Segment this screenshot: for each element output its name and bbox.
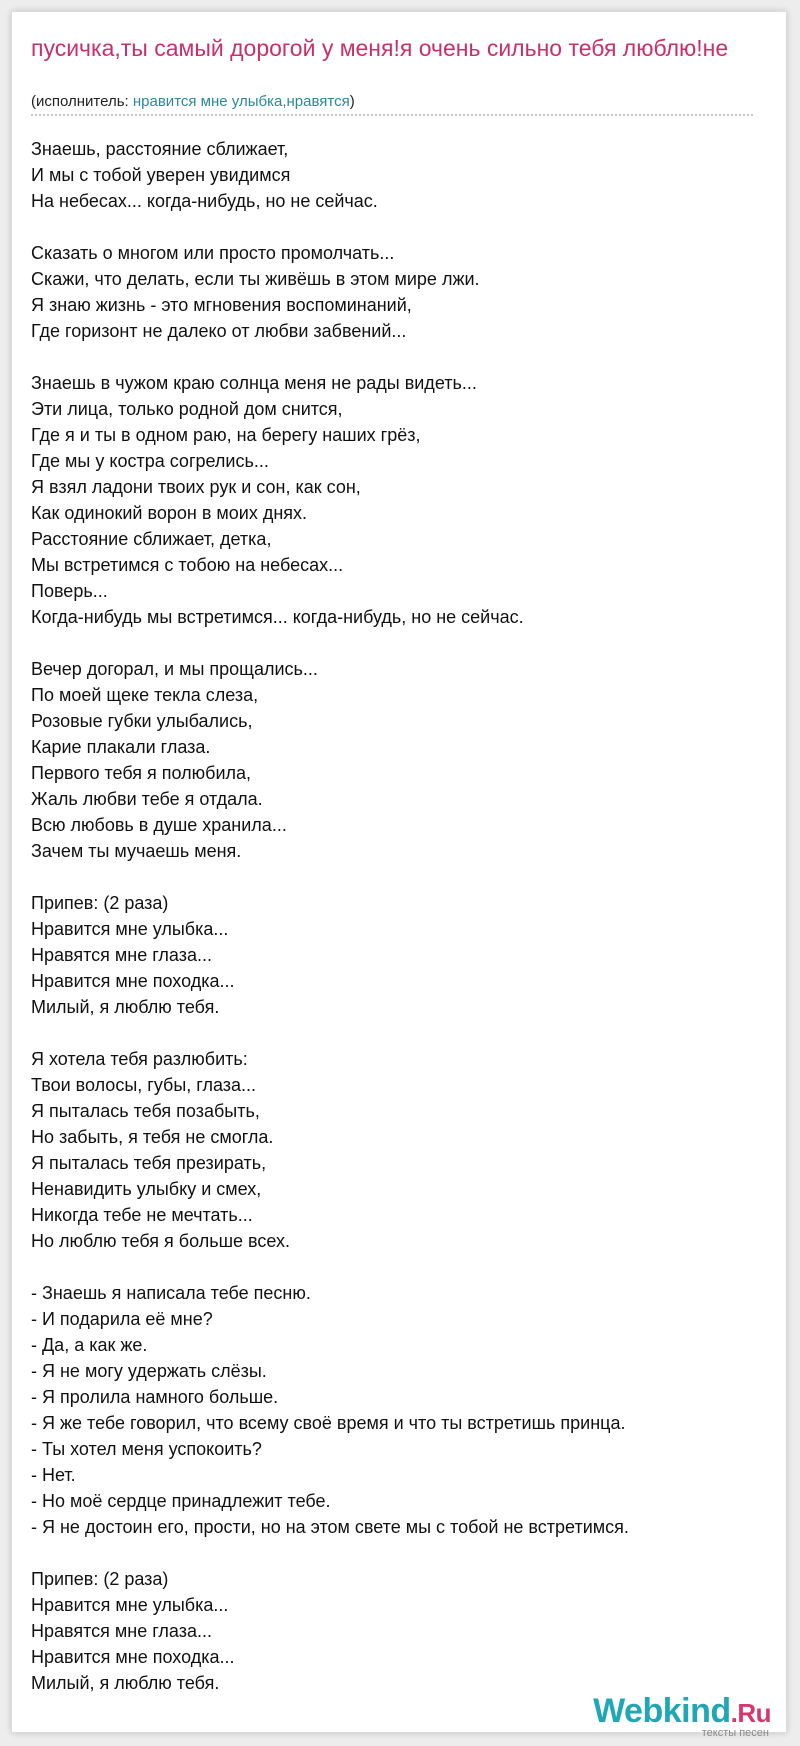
lyric-line: Где мы у костра согрелись... — [31, 451, 269, 471]
lyric-line: - Я же тебе говорил, что всему своё время и что ты встретишь принца. — [31, 1413, 626, 1433]
lyric-line — [31, 214, 771, 240]
lyric-line: Но люблю тебя я больше всех. — [31, 1231, 291, 1251]
lyric-line: Припев: (2 раза) — [31, 893, 169, 913]
lyric-line: Милый, я люблю тебя. — [31, 1673, 220, 1693]
lyric-line: Знаешь, расстояние сближает, — [31, 139, 289, 159]
lyric-line: - Да, а как же. — [31, 1335, 148, 1355]
lyric-line: Никогда тебе не мечтать... — [31, 1205, 253, 1225]
lyrics-text — [31, 136, 771, 1696]
performer-suffix: ) — [349, 93, 355, 110]
lyric-line: - Ты хотел меня успокоить? — [31, 1439, 262, 1459]
lyric-line: Нравятся мне глаза... — [31, 1621, 212, 1641]
lyric-line: Розовые губки улыбались, — [31, 711, 253, 731]
lyric-line: Я взял ладони твоих рук и сон, как сон, — [31, 477, 361, 497]
lyric-line: Поверь... — [31, 581, 108, 601]
song-title: пусичка,ты самый дорогой у меня!я очень сильно тебя люблю!не — [31, 35, 729, 61]
lyric-line: Сказать о многом или просто промолчать... — [31, 243, 395, 263]
lyric-line: Ненавидить улыбку и смех, — [31, 1179, 262, 1199]
performer-line — [31, 93, 355, 111]
lyric-line: Когда-нибудь мы встретимся... когда-нибудь, но не сейчас. — [31, 607, 524, 627]
lyric-line: Я пыталась тебя презирать, — [31, 1153, 267, 1173]
lyric-line: Знаешь в чужом краю солнца меня не рады видеть... — [31, 373, 477, 393]
lyric-line: Нравится мне улыбка... — [31, 1595, 229, 1615]
logo-tagline: тексты песен — [701, 1727, 769, 1739]
lyric-line: Зачем ты мучаешь меня. — [31, 841, 242, 861]
lyric-line: Где горизонт не далеко от любви забвений... — [31, 321, 407, 341]
performer-link[interactable]: нравится мне улыбка,нравятся — [132, 93, 350, 110]
lyric-line: Расстояние сближает, детка, — [31, 529, 272, 549]
lyric-line: Я знаю жизнь - это мгновения воспоминаний, — [31, 295, 412, 315]
lyric-line — [31, 1020, 771, 1046]
lyric-line: Эти лица, только родной дом снится, — [31, 399, 343, 419]
lyric-line — [31, 1254, 771, 1280]
lyric-line: По моей щеке текла слеза, — [31, 685, 259, 705]
lyric-line: Первого тебя я полюбила, — [31, 763, 252, 783]
logo-suffix-text: .Ru — [730, 1698, 771, 1728]
lyric-line: Милый, я люблю тебя. — [31, 997, 220, 1017]
lyric-line: Где я и ты в одном раю, на берегу наших грёз, — [31, 425, 421, 445]
lyric-line: - Знаешь я написала тебе песню. — [31, 1283, 311, 1303]
lyric-line: Нравится мне улыбка... — [31, 919, 229, 939]
title-divider — [31, 114, 753, 116]
logo-main-text: Webkind — [593, 1692, 731, 1730]
lyric-line: Нравится мне походка... — [31, 971, 235, 991]
webkind-logo[interactable] — [571, 1692, 771, 1742]
lyric-line: Я пыталась тебя позабыть, — [31, 1101, 260, 1121]
lyric-line: Карие плакали глаза. — [31, 737, 211, 757]
lyric-line: - Я не могу удержать слёзы. — [31, 1361, 267, 1381]
lyric-line: И мы с тобой уверен увидимся — [31, 165, 291, 185]
lyric-line: - Но моё сердце принадлежит тебе. — [31, 1491, 331, 1511]
lyric-line: - Я пролила намного больше. — [31, 1387, 279, 1407]
lyric-line: Как одинокий ворон в моих днях. — [31, 503, 308, 523]
lyric-line: - Я не достоин его, прости, но на этом свете мы с тобой не встретимся. — [31, 1517, 629, 1537]
lyric-line: Нравится мне походка... — [31, 1647, 235, 1667]
logo-wordmark — [593, 1692, 771, 1732]
lyric-line: - Нет. — [31, 1465, 76, 1485]
lyric-line: Нравятся мне глаза... — [31, 945, 212, 965]
lyric-line — [31, 1540, 771, 1566]
lyric-line: Мы встретимся с тобою на небесах... — [31, 555, 344, 575]
lyric-line — [31, 630, 771, 656]
lyric-line: - И подарила её мне? — [31, 1309, 213, 1329]
lyric-line — [31, 344, 771, 370]
lyric-line: Всю любовь в душе хранила... — [31, 815, 287, 835]
lyric-line — [31, 864, 771, 890]
lyric-line: Но забыть, я тебя не смогла. — [31, 1127, 274, 1147]
lyric-line: Припев: (2 раза) — [31, 1569, 169, 1589]
performer-prefix: (исполнитель: — [31, 93, 133, 110]
lyric-line: Вечер догорал, и мы прощались... — [31, 659, 318, 679]
lyric-line: Скажи, что делать, если ты живёшь в этом мире лжи. — [31, 269, 480, 289]
lyric-line: Жаль любви тебе я отдала. — [31, 789, 263, 809]
lyric-line: Твои волосы, губы, глаза... — [31, 1075, 257, 1095]
lyric-line: На небесах... когда-нибудь, но не сейчас. — [31, 191, 378, 211]
lyric-line: Я хотела тебя разлюбить: — [31, 1049, 248, 1069]
